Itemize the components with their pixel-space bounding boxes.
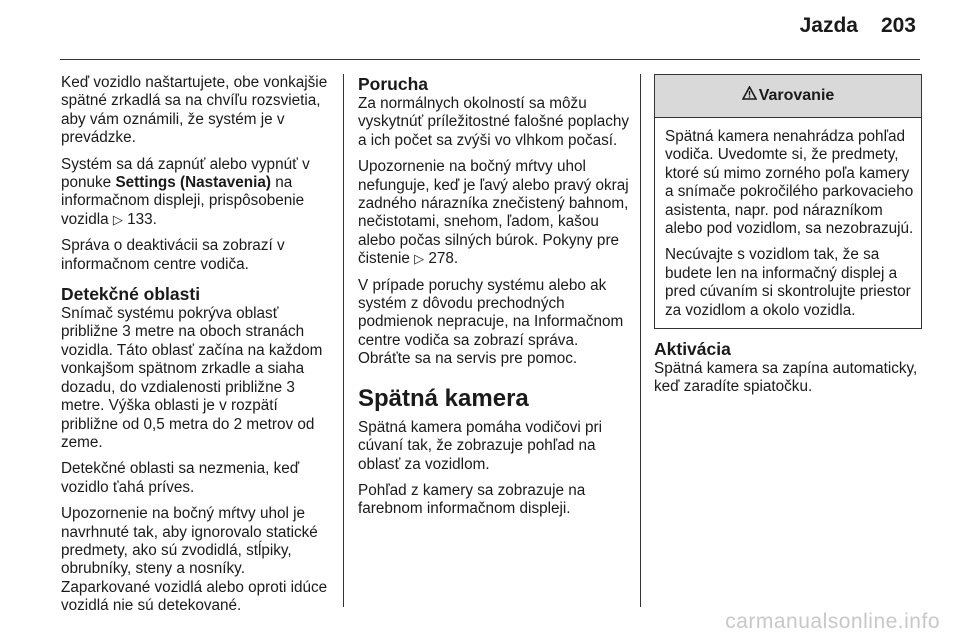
paragraph: Za normálnych okolností sa môžu vyskytnúť príležitostné falošné poplachy a ich počet sa zvýši vo vlhkom počasí. xyxy=(358,95,630,149)
section-heading-fault: Porucha xyxy=(358,74,429,94)
paragraph: Systém sa dá zapnúť alebo vypnúť v ponuke Settings (Nastavenia) na informačnom displeji, prispôsobenie vozidla ▷ 133. xyxy=(61,155,310,228)
paragraph: Detekčné oblasti sa nezmenia, keď vozidlo ťahá príves. xyxy=(61,460,300,496)
page-reference[interactable]: 278. xyxy=(428,250,459,268)
paragraph: Snímač systému pokrýva oblasť približne 3 metre na oboch stranách vozidla. Táto oblasť začína na každom vonkajšom spätnom zrkadle a siaha dozadu, do vzdialenosti približne 3 metre. Výška oblasti je v rozpätí približne od 0,5 metra do 2 metrov od zeme. xyxy=(61,305,323,451)
column-divider-2 xyxy=(640,74,641,607)
warning-triangle-icon xyxy=(742,86,757,105)
watermark: carmanualsonline.info xyxy=(725,610,940,633)
reference-arrow-icon: ▷ xyxy=(414,251,425,267)
paragraph: Keď vozidlo naštartujete, obe vonkajšie spätné zrkadlá sa na chvíľu rozsvietia, aby vám oznámili, že systém je v prevádzke. xyxy=(61,74,328,147)
page-header-title: Jazda xyxy=(799,14,858,37)
warning-paragraph: Spätná kamera nenahrádza pohľad vodiča. Uvedomte si, že predmety, ktoré sú mimo zorného poľa kamery a snímače pokročilého parkovacieho asistenta, napr. pod nárazníkom alebo pod vozidlom, sa nezobrazujú. xyxy=(665,128,914,238)
warning-body xyxy=(655,118,921,328)
menu-name: Settings (Nastavenia) xyxy=(115,174,271,192)
paragraph: Spätná kamera sa zapína automaticky, keď zaradíte spiatočku. xyxy=(654,360,918,396)
page-number: 203 xyxy=(880,14,916,37)
paragraph: Spätná kamera pomáha vodičovi pri cúvaní tak, že zobrazuje pohľad na oblasť za vozidlom. xyxy=(358,418,603,473)
section-heading-camera: Spätná kamera xyxy=(358,384,529,412)
header-rule xyxy=(60,59,920,60)
warning-header xyxy=(655,75,921,118)
warning-title: Varovanie xyxy=(758,86,835,104)
warning-box xyxy=(654,74,922,329)
paragraph: Pohľad z kamery sa zobrazuje na farebnom informačnom displeji. xyxy=(358,481,586,518)
column-3 xyxy=(654,74,934,405)
column-1 xyxy=(61,74,333,624)
paragraph: Upozornenie na bočný mŕtvy uhol nefunguje, keď je ľavý alebo pravý okraj zadného nárazníka znečistený bahnom, nečistotami, snehom, ľadom, kašou alebo počas silných búrok. Pokyny pre čistenie ▷ 278. xyxy=(358,158,629,268)
paragraph: Správa o deaktivácii sa zobrazí v informačnom centre vodiča. xyxy=(61,237,285,273)
section-heading-detection: Detekčné oblasti xyxy=(61,284,201,305)
column-divider-1 xyxy=(343,74,344,607)
warning-paragraph: Necúvajte s vozidlom tak, že sa budete len na informačný displej a pred cúvaním si skontrolujte priestor za vozidlom a okolo vozidla. xyxy=(665,246,911,319)
section-heading-activation: Aktivácia xyxy=(654,339,731,360)
page-reference[interactable]: 133. xyxy=(127,210,157,228)
paragraph: Upozornenie na bočný mŕtvy uhol je navrhnuté tak, aby ignorovalo statické predmety, ako sú zvodidlá, stĺpiky, obrubníky, steny a nosníky. Zaparkované vozidlá alebo oproti idúce vozidlá nie sú detekované. xyxy=(61,505,328,615)
paragraph: V prípade poruchy systému alebo ak systém z dôvodu prechodných podmienok nepracuje, na Informačnom centre vodiča sa zobrazí správa. Obráťte sa na servis pre pomoc. xyxy=(358,276,624,368)
reference-arrow-icon: ▷ xyxy=(112,211,123,227)
column-2 xyxy=(358,74,630,527)
